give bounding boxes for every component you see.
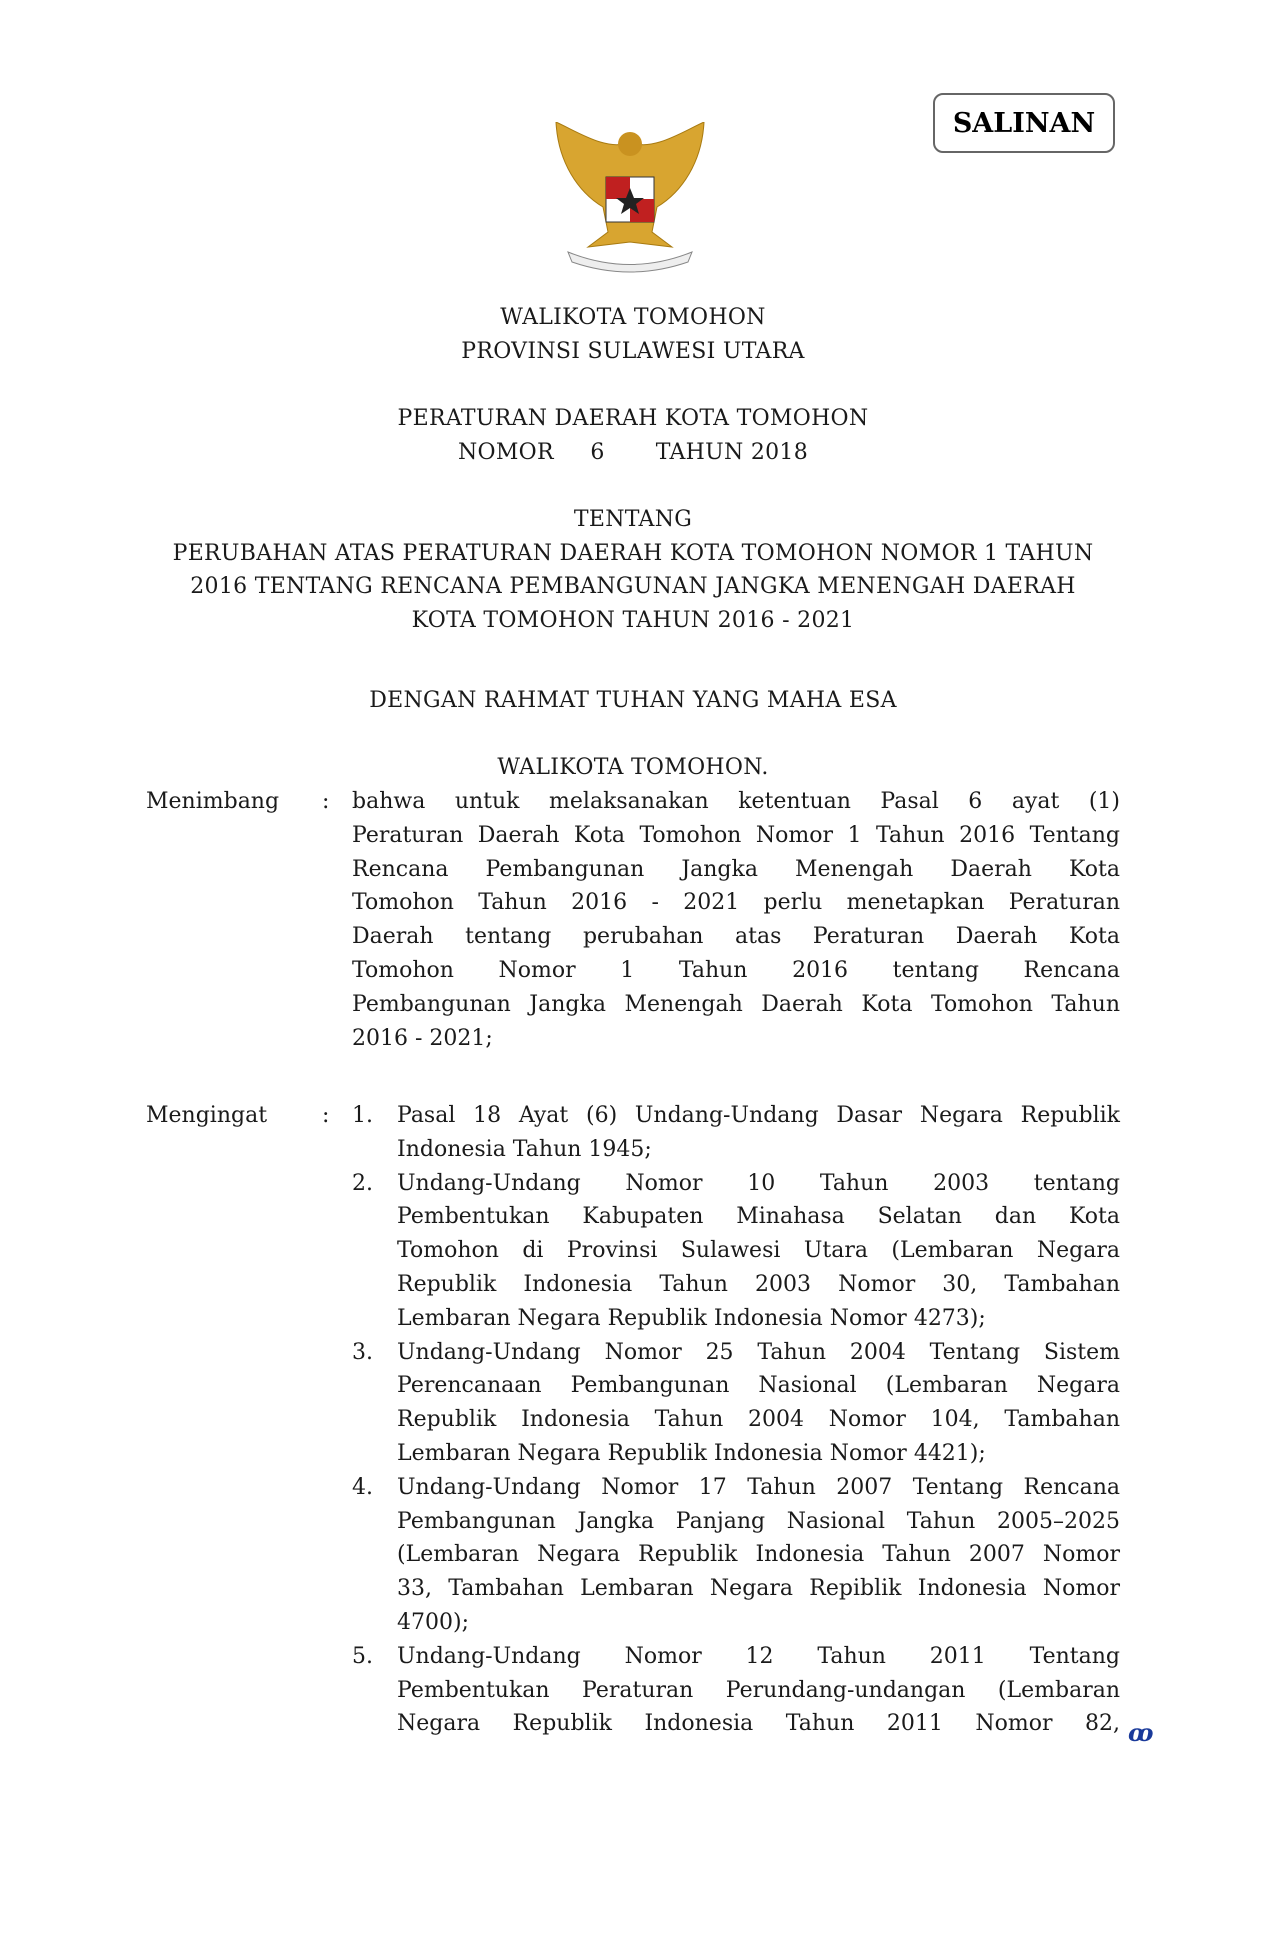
text-line: Pembentukan Kabupaten Minahasa Selatan dan Kota [397,1204,1120,1230]
text-line: Indonesia Tahun 1945; [397,1136,652,1162]
garuda-emblem-icon [548,122,712,282]
text-line: Lembaran Negara Republik Indonesia Nomor 4273); [397,1305,986,1331]
issuer-title: WALIKOTA TOMOHON [500,305,766,330]
text-line: Peraturan Daerah Kota Tomohon Nomor 1 Tahun 2016 Tentang [352,822,1120,848]
list-number: 1. [352,1103,373,1128]
text-line: Pembangunan Jangka Menengah Daerah Kota Tomohon Tahun [352,991,1120,1017]
mengingat-label: Mengingat [146,1103,268,1128]
text-line: Undang-Undang Nomor 10 Tahun 2003 tentang [397,1170,1120,1196]
list-item [397,1640,1120,1741]
text-line: Daerah tentang perubahan atas Peraturan Daerah Kota [352,924,1120,950]
subject-line: PERUBAHAN ATAS PERATURAN DAERAH KOTA TOMOHON NOMOR 1 TAHUN [172,541,1094,566]
text-line: Lembaran Negara Republik Indonesia Nomor 4421); [397,1440,986,1466]
text-line: Pasal 18 Ayat (6) Undang-Undang Dasar Negara Republik [397,1103,1120,1128]
text-line: Tomohon Nomor 1 Tahun 2016 tentang Rencana [352,957,1120,983]
text-line: (Lembaran Negara Republik Indonesia Tahun 2007 Nomor [397,1542,1120,1568]
list-number: 4. [352,1474,373,1500]
list-item [397,1336,1120,1471]
menimbang-colon: : [322,789,330,814]
text-line: 4700); [397,1609,469,1635]
text-line: Undang-Undang Nomor 12 Tahun 2011 Tentang [397,1643,1120,1669]
text-line: Pembentukan Peraturan Perundang-undangan (Lembaran [397,1677,1120,1703]
about-heading: TENTANG [573,507,693,532]
text-line: 2016 - 2021; [352,1025,493,1051]
list-item [397,1099,1120,1167]
text-line: bahwa untuk melaksanakan ketentuan Pasal 6 ayat (1) [352,789,1120,814]
text-line: Tomohon Tahun 2016 - 2021 perlu menetapkan Peraturan [352,890,1120,916]
text-line: Undang-Undang Nomor 17 Tahun 2007 Tentang Rencana [397,1474,1120,1500]
text-line: Pembangunan Jangka Panjang Nasional Tahun 2005–2025 [397,1508,1120,1534]
text-line: Republik Indonesia Tahun 2003 Nomor 30, Tambahan [397,1271,1120,1297]
menimbang-label: Menimbang [146,789,280,814]
issuer-line: WALIKOTA TOMOHON. [497,755,769,780]
list-number: 5. [352,1643,373,1669]
blessing: DENGAN RAHMAT TUHAN YANG MAHA ESA [369,688,897,713]
list-item [397,1167,1120,1336]
regulation-number: NOMOR 6 TAHUN 2018 [457,440,809,465]
list-item [397,1471,1120,1640]
menimbang-body [352,785,1120,1055]
text-line: Perencanaan Pembangunan Nasional (Lembaran Negara [397,1373,1120,1399]
paraf-initial: ꝏ [1128,1718,1154,1747]
mengingat-colon: : [322,1103,330,1128]
subject-line: KOTA TOMOHON TAHUN 2016 - 2021 [411,608,855,633]
text-line: 33, Tambahan Lembaran Negara Repiblik Indonesia Nomor [397,1576,1120,1602]
list-number: 3. [352,1339,373,1365]
text-line: Rencana Pembangunan Jangka Menengah Daerah Kota [352,856,1120,882]
subject-line: 2016 TENTANG RENCANA PEMBANGUNAN JANGKA MENENGAH DAERAH [190,574,1076,599]
text-line: Tomohon di Provinsi Sulawesi Utara (Lembaran Negara [397,1238,1120,1264]
province-title: PROVINSI SULAWESI UTARA [461,339,805,364]
regulation-title: PERATURAN DAERAH KOTA TOMOHON [397,406,869,431]
text-line: Republik Indonesia Tahun 2004 Nomor 104, Tambahan [397,1407,1120,1433]
text-line: Undang-Undang Nomor 25 Tahun 2004 Tentang Sistem [397,1339,1120,1365]
salinan-stamp: SALINAN [933,93,1115,153]
list-number: 2. [352,1170,373,1196]
text-line: Negara Republik Indonesia Tahun 2011 Nomor 82, [397,1711,1120,1737]
